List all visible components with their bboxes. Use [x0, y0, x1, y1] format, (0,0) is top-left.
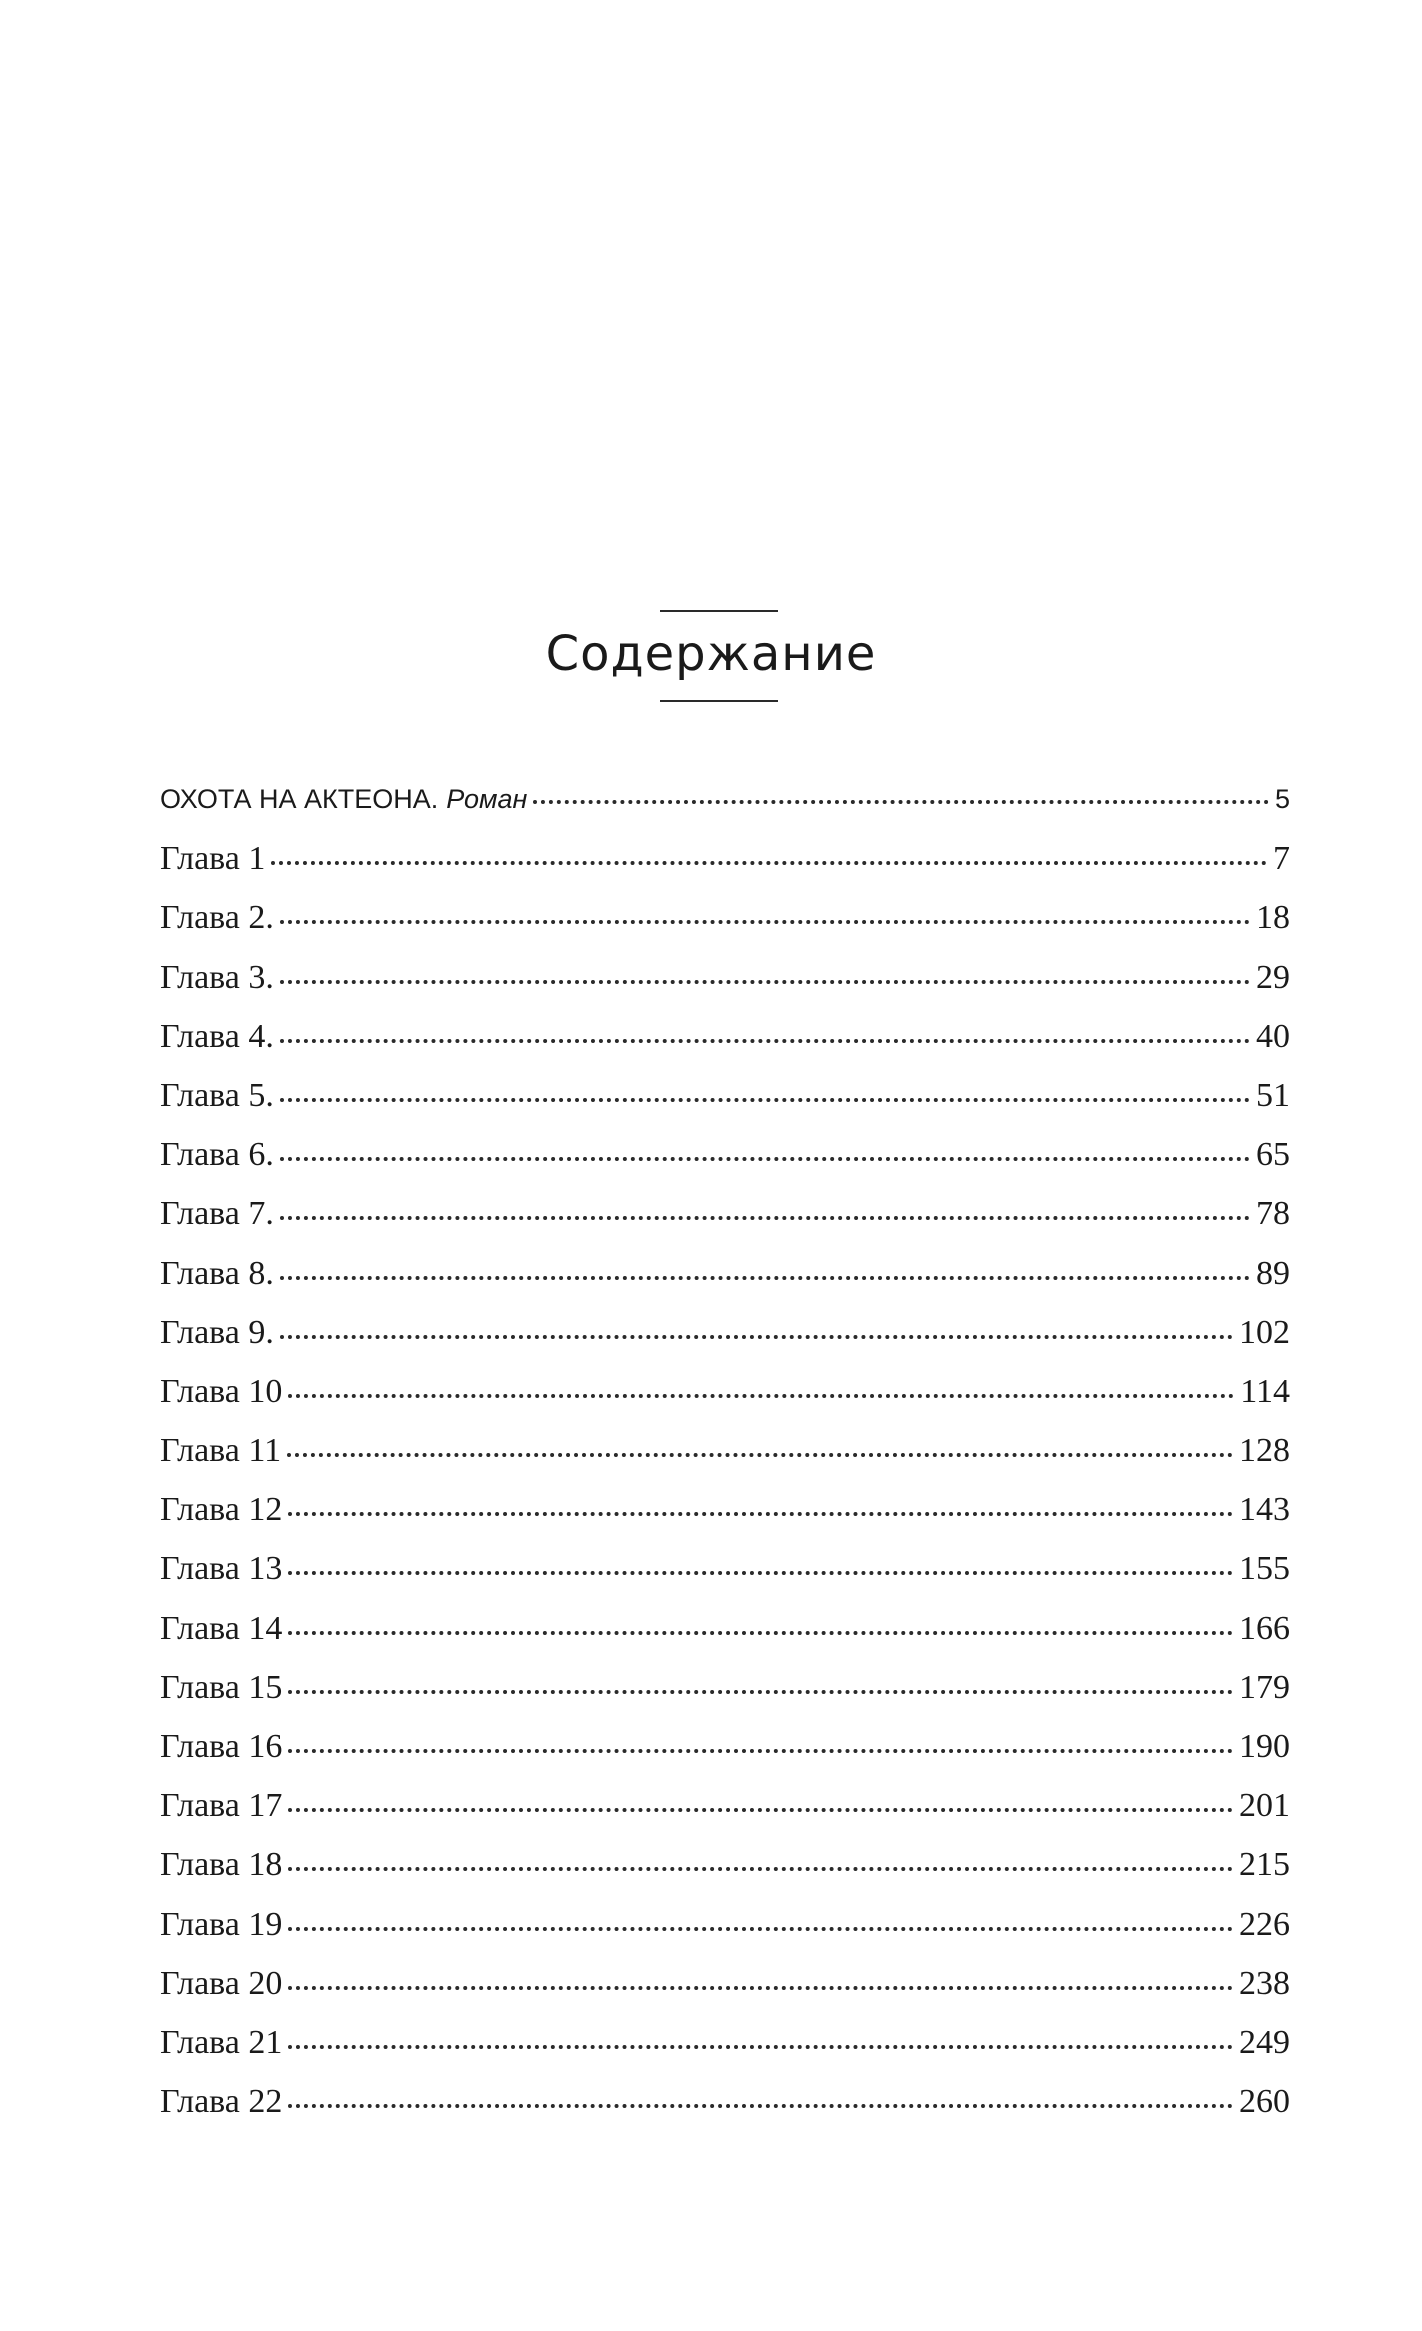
toc-chapter-entry — [160, 1362, 1290, 1421]
part-label — [160, 770, 527, 829]
chapter-label: Глава 7. — [160, 1195, 274, 1233]
dot-leader — [280, 980, 1250, 984]
chapter-page-number: 102 — [1239, 1313, 1290, 1351]
toc-chapter-entry — [160, 1125, 1290, 1184]
toc-chapter-entry — [160, 1421, 1290, 1480]
chapter-page-number: 155 — [1239, 1550, 1290, 1588]
chapter-page-number: 249 — [1239, 2023, 1290, 2061]
toc-chapter-entry — [160, 1184, 1290, 1243]
dot-leader — [288, 1394, 1234, 1398]
chapter-label: Глава 21 — [160, 2023, 283, 2061]
chapter-label: Глава 12 — [160, 1491, 283, 1529]
chapter-page-number: 215 — [1239, 1846, 1290, 1884]
chapter-page-number: 51 — [1256, 1076, 1290, 1114]
toc-chapter-entry — [160, 1066, 1290, 1125]
chapter-page-number: 166 — [1239, 1609, 1290, 1647]
toc-chapter-entry — [160, 2013, 1290, 2072]
part-title: ОХОТА НА АКТЕОНА. — [160, 784, 439, 814]
dot-leader — [280, 920, 1250, 924]
dot-leader — [280, 1335, 1233, 1339]
chapter-page-number: 65 — [1256, 1136, 1290, 1174]
dot-leader — [287, 1453, 1233, 1457]
dot-leader — [271, 861, 1267, 865]
dot-leader — [288, 1749, 1233, 1753]
chapter-page-number: 78 — [1256, 1195, 1290, 1233]
chapter-label: Глава 22 — [160, 2083, 283, 2121]
heading-rule-top — [660, 610, 778, 612]
dot-leader — [288, 1867, 1233, 1871]
chapter-label: Глава 17 — [160, 1787, 283, 1825]
dot-leader — [288, 1571, 1233, 1575]
chapter-page-number: 260 — [1239, 2083, 1290, 2121]
chapter-label: Глава 3. — [160, 958, 274, 996]
chapter-page-number: 226 — [1239, 1905, 1290, 1943]
chapter-label: Глава 6. — [160, 1136, 274, 1174]
dot-leader — [288, 2104, 1233, 2108]
dot-leader — [280, 1157, 1250, 1161]
toc-part-entry — [160, 770, 1290, 829]
dot-leader — [288, 1690, 1233, 1694]
dot-leader — [288, 1808, 1233, 1812]
chapter-page-number: 238 — [1239, 1964, 1290, 2002]
dot-leader — [533, 800, 1269, 804]
dot-leader — [288, 2045, 1233, 2049]
chapter-page-number: 179 — [1239, 1668, 1290, 1706]
chapter-label: Глава 10 — [160, 1372, 283, 1410]
chapter-label: Глава 16 — [160, 1728, 283, 1765]
chapter-label: Глава 2. — [160, 899, 274, 937]
dot-leader — [288, 1512, 1233, 1516]
dot-leader — [280, 1276, 1250, 1280]
part-page-number: 5 — [1274, 784, 1290, 814]
toc-chapter-entry — [160, 1954, 1290, 2013]
toc-chapter-entry — [160, 1539, 1290, 1598]
chapter-label: Глава 14 — [160, 1609, 283, 1647]
chapter-page-number: 7 — [1273, 840, 1290, 878]
toc-chapter-entry — [160, 829, 1290, 888]
chapter-page-number: 18 — [1256, 899, 1290, 937]
chapter-page-number: 114 — [1240, 1372, 1290, 1410]
dot-leader — [280, 1039, 1250, 1043]
chapter-page-number: 89 — [1256, 1254, 1290, 1292]
chapter-label: Глава 8. — [160, 1254, 274, 1292]
chapter-page-number: 190 — [1239, 1728, 1290, 1765]
chapter-label: Глава 5. — [160, 1076, 274, 1114]
heading-rule-bottom — [660, 700, 778, 702]
table-of-contents — [160, 770, 1290, 2131]
toc-chapter-entry — [160, 1835, 1290, 1894]
chapter-label: Глава 13 — [160, 1550, 283, 1588]
toc-chapter-entry — [160, 888, 1290, 947]
toc-chapter-entry — [160, 1895, 1290, 1954]
chapter-page-number: 40 — [1256, 1017, 1290, 1055]
dot-leader — [288, 1631, 1233, 1635]
chapter-label: Глава 20 — [160, 1964, 283, 2002]
toc-chapter-entry — [160, 1776, 1290, 1835]
chapter-page-number: 143 — [1239, 1491, 1290, 1529]
contents-heading: Содержание — [545, 626, 877, 682]
toc-chapter-entry — [160, 1658, 1290, 1717]
chapter-page-number: 29 — [1256, 958, 1290, 996]
dot-leader — [280, 1216, 1250, 1220]
toc-chapter-entry — [160, 2072, 1290, 2131]
toc-chapter-entry — [160, 1717, 1290, 1776]
toc-chapter-entry — [160, 1007, 1290, 1066]
chapter-label: Глава 15 — [160, 1668, 283, 1706]
toc-chapter-entry — [160, 948, 1290, 1007]
chapter-label: Глава 18 — [160, 1846, 283, 1884]
chapter-label: Глава 4. — [160, 1017, 274, 1055]
chapter-page-number: 201 — [1239, 1787, 1290, 1825]
part-subtitle: Роман — [446, 784, 528, 814]
toc-chapter-entry — [160, 1599, 1290, 1658]
dot-leader — [288, 1986, 1233, 1990]
chapter-page-number: 128 — [1239, 1432, 1290, 1470]
toc-chapter-entry — [160, 1303, 1290, 1362]
dot-leader — [280, 1098, 1250, 1102]
toc-chapter-entry — [160, 1480, 1290, 1539]
chapter-label: Глава 19 — [160, 1905, 283, 1943]
dot-leader — [288, 1927, 1233, 1931]
chapter-label: Глава 9. — [160, 1313, 274, 1351]
chapter-label: Глава 11 — [160, 1432, 282, 1470]
chapter-label: Глава 1 — [160, 840, 266, 878]
toc-chapter-entry — [160, 1244, 1290, 1303]
